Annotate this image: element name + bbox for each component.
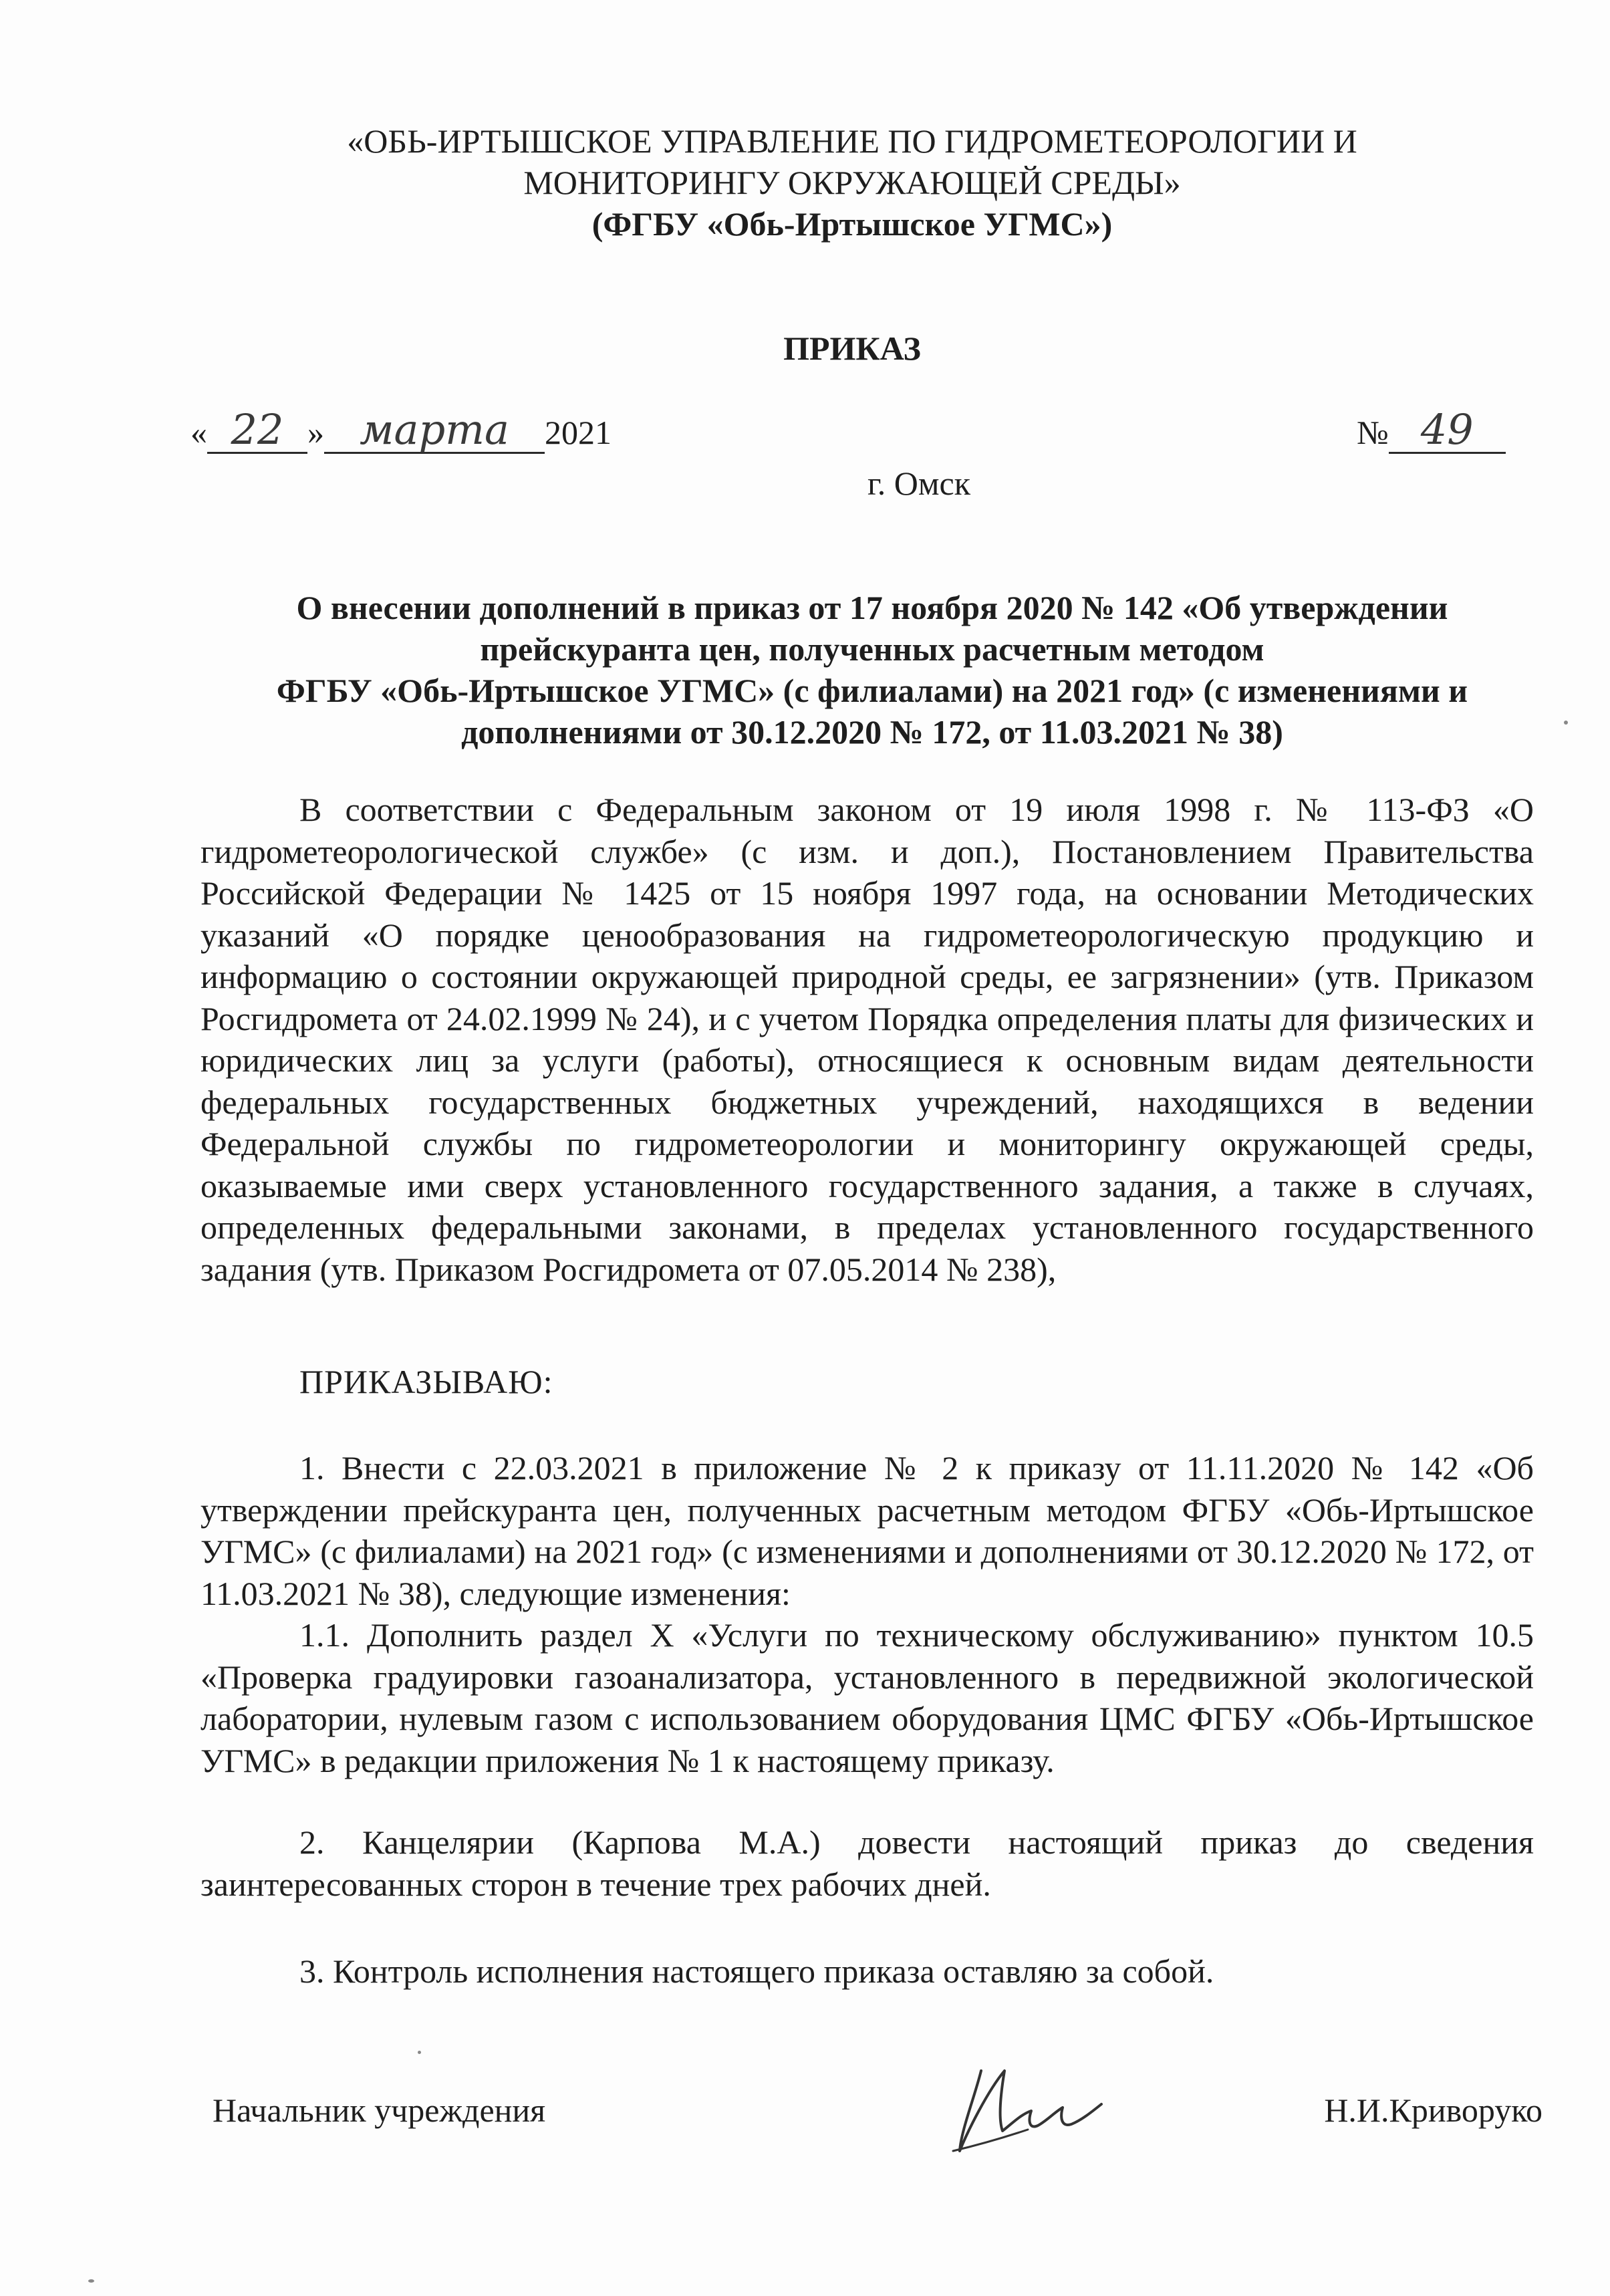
item-2-paragraph: 2. Канцелярии (Карпова М.А.) довести настоящий приказ до сведения заинтересованных сторон в течение трех рабочих дней. [200,1823,1534,1903]
number-handwritten: 49 [1420,405,1474,454]
scan-speck [88,2279,94,2283]
item-1-1-paragraph: 1.1. Дополнить раздел X «Услуги по техническому обслуживанию» пунктом 10.5 «Проверка градуировки газоанализатора, установленного в передвижной экологической лаборатории, нулевым газом с использованием оборудования ЦМС ФГБУ «Обь-Иртышское УГМС» в редакции приложения № 1 к настоящему приказу. [200,1616,1534,1779]
subject-line-2: прейскуранта цен, полученных расчетным методом [480,630,1264,668]
subject-line-1: О внесении дополнений в приказ от 17 ноября 2020 № 142 «Об утверждении [296,589,1448,626]
organization-header [200,120,1504,245]
item-1-paragraph: 1. Внести с 22.03.2021 в приложение № 2 к приказу от 11.11.2020 № 142 «Об утверждении прейскуранта цен, полученных расчетным методом ФГБУ «Обь-Иртышское УГМС» (с филиалами) на 2021 год» (с изменениями и дополнениями от 30.12.2020 № 172, от 11.03.2021 № 38), следующие изменения: [200,1449,1534,1612]
scan-speck [1564,721,1568,725]
date-month-field [324,405,545,454]
header-line-3: (ФГБУ «Обь-Иртышское УГМС») [591,205,1113,243]
date-day-field [207,405,307,454]
number-field [1389,405,1506,454]
order-subject [200,587,1544,753]
signatory-position: Начальник учреждения [213,2091,546,2129]
header-line-2: МОНИТОРИНГУ ОКРУЖАЮЩЕЙ СРЕДЫ» [523,164,1181,201]
date-month-handwritten: марта [360,405,509,454]
date-quote-open: « [190,414,207,451]
signatory-name: Н.И.Криворуко [1324,2091,1542,2129]
order-date [190,405,612,454]
document-title: ПРИКАЗ [783,330,921,367]
scan-speck [418,2051,421,2054]
city: г. Омск [867,465,971,502]
preamble-paragraph: В соответствии с Федеральным законом от 19 июля 1998 г. № 113-ФЗ «О гидрометеорологической службе» (с изм. и доп.), Постановлением Правительства Российской Федерации № 1425 от 15 ноября 1997 года, на основании Методических указаний «О порядке ценообразования на гидрометеорологическую продукцию и информацию о состоянии окружающей природной среды, ее загрязнении» (утв. Приказом Росгидромета от 24.02.1999 № 24), и с учетом Порядка определения платы для физических и юридических лиц за услуги (работы), относящиеся к основным видам деятельности федеральных государственных бюджетных учреждений, находящихся в ведении Федеральной службы по гидрометеорологии и мониторингу окружающей среды, оказываемые ими сверх установленного государственного задания, а также в случаях, определенных федеральными законами, в пределах установленного государственного задания (утв. Приказом Росгидромета от 07.05.2014 № 238), [200,791,1534,1288]
date-quote-close: » [307,414,324,451]
handwritten-signature [941,2051,1115,2171]
order-directive-word: ПРИКАЗЫВАЮ: [299,1363,553,1400]
subject-line-4: дополнениями от 30.12.2020 № 172, от 11.03.2021 № 38) [461,713,1283,751]
item-3-paragraph: 3. Контроль исполнения настоящего приказа оставляю за собой. [299,1952,1214,1990]
date-day-handwritten: 22 [231,405,284,454]
date-number-row [190,404,1527,464]
date-year: 2021 [545,414,612,451]
subject-line-3: ФГБУ «Обь-Иртышское УГМС» (с филиалами) на 2021 год» (с изменениями и [276,672,1468,709]
signature-block [213,2077,1542,2151]
number-label: № [1357,414,1389,451]
order-number [1357,405,1506,454]
header-line-1: «ОБЬ-ИРТЫШСКОЕ УПРАВЛЕНИЕ ПО ГИДРОМЕТЕОРОЛОГИИ И [347,122,1357,160]
